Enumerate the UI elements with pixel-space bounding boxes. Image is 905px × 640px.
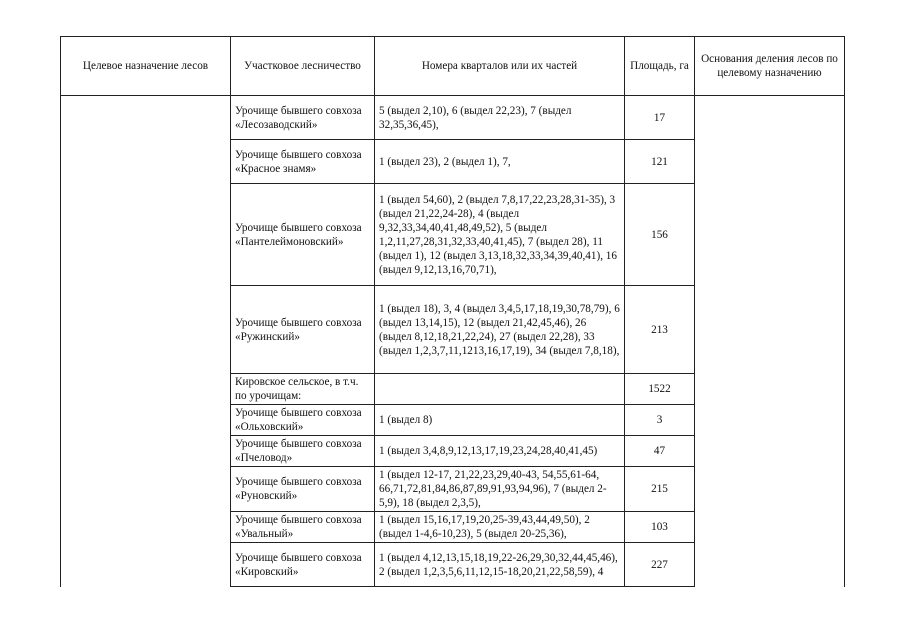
quarters-cell: 1 (выдел 54,60), 2 (выдел 7,8,17,22,23,28,31-35), 3 (выдел 21,22,24-28), 4 (выдел 9,32,33,34,40,41,48,49,52), 5 (выдел 1,2,11,27,28,31,32,33,40,41,45), 7 (выдел 28), 11 (выдел 1), 12 (выдел 3,13,18,32,33,34,39,40,41), 16 (выдел 9,12,13,16,70,71), [375,184,625,286]
table-row [61,96,845,140]
header-purpose: Целевое назначение лесов [61,37,231,96]
header-basis: Основания деления лесов по целевому назначению [695,37,845,96]
quarters-cell: 1 (выдел 23), 2 (выдел 1), 7, [375,140,625,184]
location-cell: Урочище бывшего совхоза «Красное знамя» [231,140,375,184]
header-quarters: Номера кварталов или их частей [375,37,625,96]
location-cell: Урочище бывшего совхоза «Ольховский» [231,405,375,436]
area-cell: 156 [625,184,695,286]
quarters-cell: 1 (выдел 12-17, 21,22,23,29,40-43, 54,55,61-64, 66,71,72,81,84,86,87,89,91,93,94,96), 7 (выдел 2-5,9), 18 (выдел 2,3,5), [375,467,625,512]
location-cell: Кировское сельское, в т.ч. по урочищам: [231,374,375,405]
header-area: Площадь, га [625,37,695,96]
basis-cell [695,96,845,587]
quarters-cell: 1 (выдел 18), 3, 4 (выдел 3,4,5,17,18,19,30,78,79), 6 (выдел 13,14,15), 12 (выдел 21,42,45,46), 26 (выдел 8,12,18,21,22,24), 27 (выдел 22,28), 33 (выдел 1,2,3,7,11,1213,16,17,19), 34 (выдел 7,8,18), [375,286,625,374]
header-forestry: Участковое лесничество [231,37,375,96]
quarters-cell: 1 (выдел 15,16,17,19,20,25-39,43,44,49,50), 2 (выдел 1-4,6-10,23), 5 (выдел 20-25,36), [375,512,625,543]
quarters-cell: 5 (выдел 2,10), 6 (выдел 22,23), 7 (выдел 32,35,36,45), [375,96,625,140]
quarters-cell [375,374,625,405]
area-cell: 103 [625,512,695,543]
location-cell: Урочище бывшего совхоза «Руновский» [231,467,375,512]
quarters-cell: 1 (выдел 8) [375,405,625,436]
location-cell: Урочище бывшего совхоза «Кировский» [231,543,375,587]
quarters-cell: 1 (выдел 3,4,8,9,12,13,17,19,23,24,28,40,41,45) [375,436,625,467]
area-cell: 3 [625,405,695,436]
area-cell: 1522 [625,374,695,405]
area-cell: 17 [625,96,695,140]
document-page [60,36,844,587]
location-cell: Урочище бывшего совхоза «Лесозаводский» [231,96,375,140]
location-cell: Урочище бывшего совхоза «Ружинский» [231,286,375,374]
quarters-cell: 1 (выдел 4,12,13,15,18,19,22-26,29,30,32,44,45,46), 2 (выдел 1,2,3,5,6,11,12,15-18,20,21,22,58,59), 4 [375,543,625,587]
location-cell: Урочище бывшего совхоза «Увальный» [231,512,375,543]
area-cell: 215 [625,467,695,512]
purpose-cell [61,96,231,587]
location-cell: Урочище бывшего совхоза «Пантелеймоновский» [231,184,375,286]
area-cell: 121 [625,140,695,184]
table-header-row [61,37,845,96]
forest-allocation-table [60,36,845,587]
location-cell: Урочище бывшего совхоза «Пчеловод» [231,436,375,467]
area-cell: 227 [625,543,695,587]
area-cell: 47 [625,436,695,467]
area-cell: 213 [625,286,695,374]
